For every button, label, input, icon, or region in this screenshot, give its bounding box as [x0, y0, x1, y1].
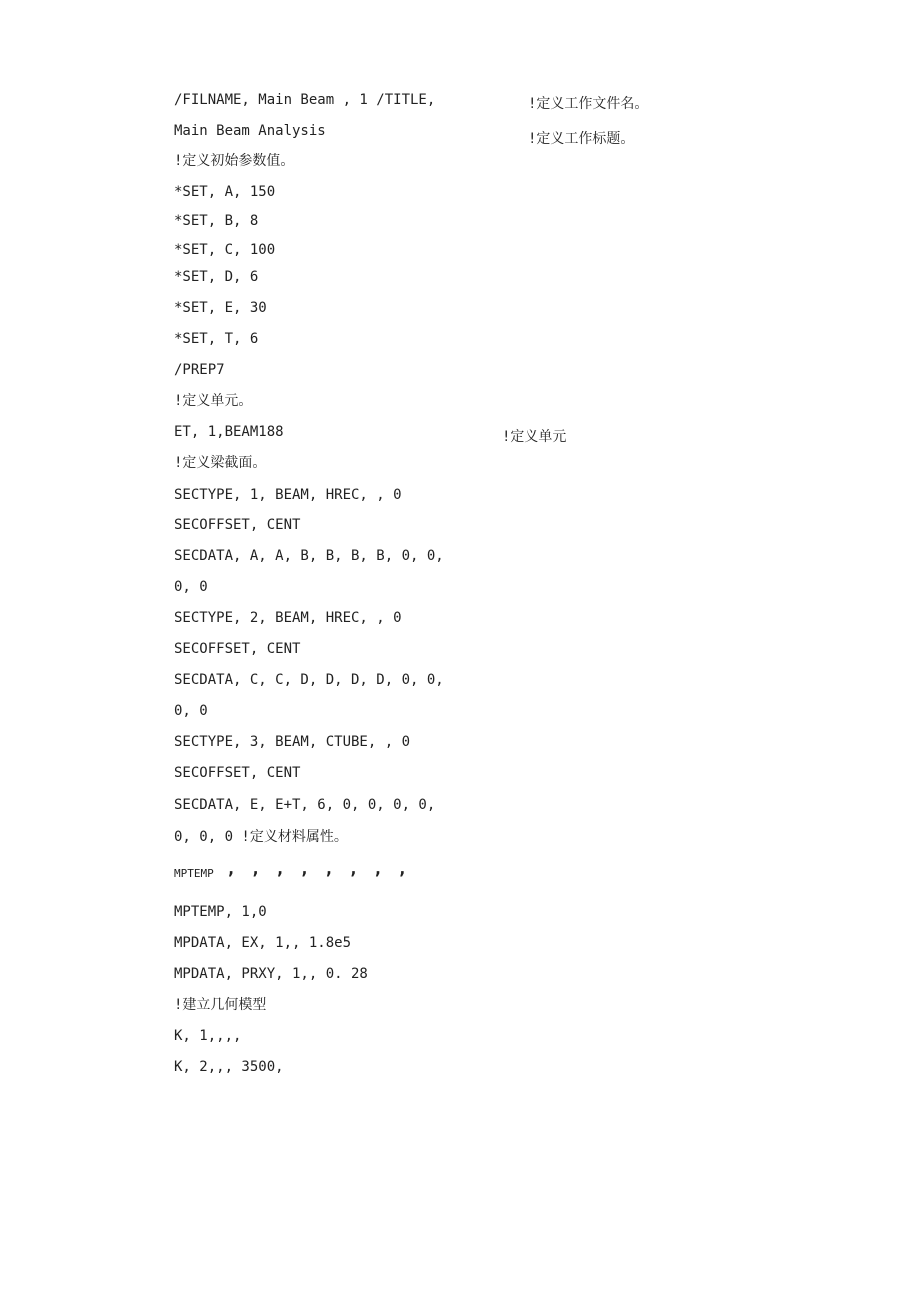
code-line-mptemp-1: MPTEMP, 1,0	[174, 904, 267, 920]
code-line-secdata-3: SECDATA, E, E+T, 6, 0, 0, 0, 0,	[174, 797, 436, 813]
code-line-secoffset-3: SECOFFSET, CENT	[174, 765, 301, 781]
code-line-filname: /FILNAME, Main Beam , 1 /TITLE,	[174, 92, 436, 108]
code-line-prep7: /PREP7	[174, 362, 225, 378]
code-line-set-c: *SET, C, 100	[174, 242, 276, 258]
code-line-k1: K, 1,,,,	[174, 1028, 242, 1044]
code-line-sectype-2: SECTYPE, 2, BEAM, HREC, , 0	[174, 610, 402, 626]
comment-section: !定义梁截面。	[174, 455, 267, 471]
code-line-sectype-3: SECTYPE, 3, BEAM, CTUBE, , 0	[174, 734, 411, 750]
code-line-secdata-1: SECDATA, A, A, B, B, B, B, 0, 0,	[174, 548, 444, 564]
code-line-secdata-2: SECDATA, C, C, D, D, D, D, 0, 0,	[174, 672, 444, 688]
comment-element: !定义单元。	[174, 393, 253, 409]
code-line-mptemp-commas: , , , , , , , ,	[226, 859, 410, 879]
comment-geometry: !建立几何模型	[174, 997, 267, 1013]
code-line-title: Main Beam Analysis	[174, 123, 326, 139]
code-line-set-t: *SET, T, 6	[174, 331, 259, 347]
code-line-secdata-3-cont: 0, 0, 0 !定义材料属性。	[174, 829, 348, 845]
code-line-k2: K, 2,,, 3500,	[174, 1059, 284, 1075]
code-line-set-e: *SET, E, 30	[174, 300, 267, 316]
code-line-mptemp-label: MPTEMP	[174, 867, 214, 880]
comment-define-filename: !定义工作文件名。	[528, 96, 649, 112]
code-line-secdata-2-cont: 0, 0	[174, 703, 208, 719]
comment-define-title: !定义工作标题。	[528, 131, 635, 147]
comment-init-params: !定义初始参数值。	[174, 153, 295, 169]
code-line-sectype-1: SECTYPE, 1, BEAM, HREC, , 0	[174, 487, 402, 503]
code-line-set-b: *SET, B, 8	[174, 213, 259, 229]
code-line-secoffset-1: SECOFFSET, CENT	[174, 517, 301, 533]
code-line-set-d: *SET, D, 6	[174, 269, 259, 285]
code-line-secoffset-2: SECOFFSET, CENT	[174, 641, 301, 657]
code-line-mpdata-prxy: MPDATA, PRXY, 1,, 0. 28	[174, 966, 368, 982]
code-line-mpdata-ex: MPDATA, EX, 1,, 1.8e5	[174, 935, 352, 951]
code-line-set-a: *SET, A, 150	[174, 184, 276, 200]
comment-define-element: !定义单元	[502, 429, 567, 445]
code-line-secdata-1-cont: 0, 0	[174, 579, 208, 595]
code-line-et: ET, 1,BEAM188	[174, 424, 284, 440]
